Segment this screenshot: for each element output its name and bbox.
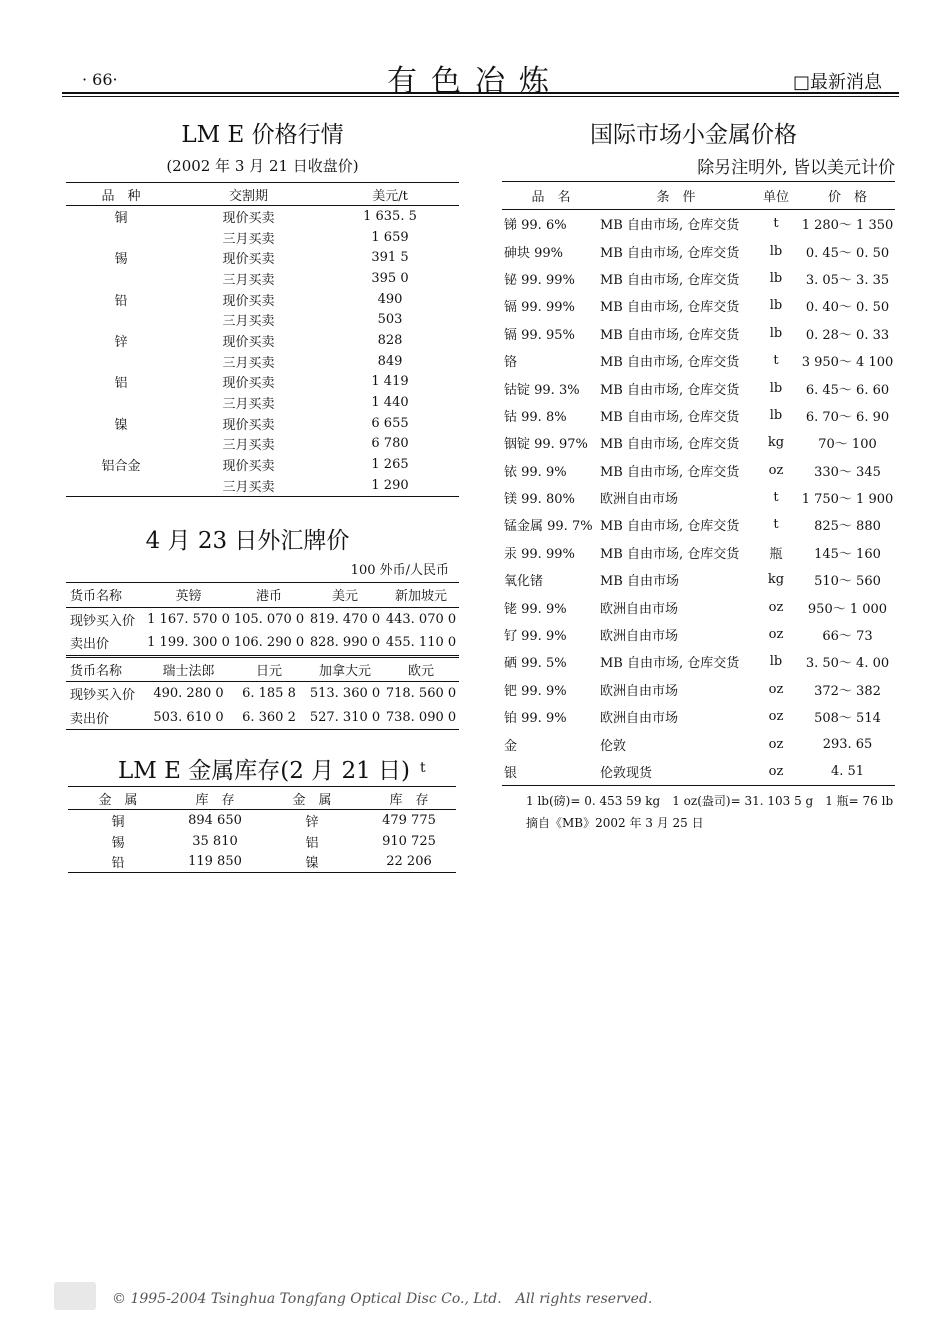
unit: 瓶 [769, 546, 783, 562]
period-cell: 现价买卖 [222, 210, 275, 226]
table-row [66, 454, 459, 475]
col-header: 金 属 [68, 787, 168, 810]
condition: MB 自由市场, 仓库交货 [600, 245, 740, 261]
unit: lb [769, 407, 783, 423]
fx-cell: 卖出价 [70, 637, 110, 653]
period-cell: 现价买卖 [222, 293, 275, 309]
fx-cell: 527. 310 0 [309, 709, 381, 725]
stock-cell: 119 850 [188, 854, 242, 870]
table-row [502, 484, 895, 511]
metal-name: 铑 99. 9% [504, 601, 567, 617]
price-cell: 6 655 [371, 415, 409, 431]
metal-cell: 锡 [114, 252, 128, 268]
table-row [66, 392, 459, 413]
metal-name: 钌 99. 9% [504, 629, 567, 645]
table-row [66, 289, 459, 310]
price-cell: 849 [377, 353, 403, 369]
stock-section [68, 752, 456, 873]
price: 293. 65 [822, 736, 873, 752]
table-row [502, 648, 895, 675]
condition: MB 自由市场, 仓库交货 [600, 300, 740, 316]
table-header [502, 182, 895, 210]
fx-cell: 105. 070 0 [233, 611, 305, 627]
table-row [502, 621, 895, 648]
condition: MB 自由市场, 仓库交货 [600, 272, 740, 288]
col-header: 货币名称 [70, 589, 123, 605]
col-header: 欧元 [407, 663, 434, 679]
table-row [502, 402, 895, 429]
col-header: 英镑 [175, 589, 202, 605]
price: 825～ 880 [814, 519, 881, 535]
stock-unit: t [420, 760, 426, 776]
unit: oz [768, 599, 784, 615]
table-row [66, 475, 459, 496]
unit: t [773, 353, 779, 369]
col-header: 日元 [255, 663, 282, 679]
stock-cell: 铅 [111, 856, 125, 872]
stock-cell: 910 725 [382, 833, 436, 849]
header-rule-thin [62, 96, 899, 97]
forex-section [66, 522, 459, 730]
condition: 欧洲自由市场 [600, 683, 679, 699]
metal-name: 金 [504, 738, 518, 754]
stock-cell: 22 206 [386, 854, 432, 870]
stock-cell: 镍 [305, 856, 319, 872]
col-header: 品 种 [66, 183, 176, 206]
table-row [66, 206, 459, 227]
col-header: 瑞士法郎 [162, 663, 215, 679]
unit: oz [768, 764, 784, 779]
metal-name: 镁 99. 80% [504, 492, 575, 508]
metal-name: 锑 99. 6% [504, 218, 567, 234]
stock-title: LM E 金属库存(2 月 21 日) [118, 758, 411, 784]
price-cell: 1 290 [371, 477, 409, 493]
copyright: © 1995-2004 Tsinghua Tongfang Optical Disc Co., Ltd. All rights reserved. [112, 1291, 653, 1307]
unit: t [773, 216, 779, 232]
table-header [68, 787, 456, 810]
unit: lb [769, 298, 783, 314]
metal-name: 钯 99. 9% [504, 683, 567, 699]
fx-cell: 现钞买入价 [70, 688, 136, 704]
stock-cell: 锡 [111, 835, 125, 851]
price: 70～ 100 [818, 437, 877, 453]
col-header: 条 件 [600, 182, 752, 210]
fx-cell: 503. 610 0 [153, 709, 224, 725]
table-row [502, 374, 895, 401]
fx-cell: 738. 090 0 [385, 709, 457, 725]
unit: oz [768, 681, 784, 697]
table-row [68, 810, 456, 831]
table-row [66, 330, 459, 351]
condition: MB 自由市场, 仓库交货 [600, 656, 740, 672]
unit: lb [769, 380, 783, 396]
col-header: 港币 [255, 589, 282, 605]
price: 3. 05～ 3. 35 [805, 272, 890, 288]
condition: 伦敦 [600, 738, 627, 754]
period-cell: 三月买卖 [222, 272, 275, 288]
price: 6. 70～ 6. 90 [805, 409, 890, 425]
fx-cell: 6. 185 8 [242, 686, 296, 702]
price: 510～ 560 [814, 574, 881, 590]
price-cell: 1 659 [371, 229, 409, 245]
price: 145～ 160 [814, 546, 881, 562]
period-cell: 三月买卖 [222, 479, 275, 495]
fx-cell: 455. 110 0 [385, 635, 457, 651]
metal-cell [66, 309, 176, 330]
table-row [66, 706, 459, 730]
fx-cell: 1 167. 570 0 [147, 611, 230, 627]
price: 6. 45～ 6. 60 [805, 382, 890, 398]
condition: 欧洲自由市场 [600, 492, 679, 508]
table-row [502, 320, 895, 347]
table-row [66, 268, 459, 289]
period-cell: 现价买卖 [222, 334, 275, 350]
price: 330～ 345 [814, 464, 881, 480]
publisher-logo [54, 1282, 96, 1310]
header-rule [62, 92, 899, 94]
metal-name: 氧化锗 [504, 574, 544, 590]
table-row [66, 434, 459, 455]
table-row [502, 429, 895, 456]
table-row [66, 309, 459, 330]
metal-cell [66, 475, 176, 496]
metal-name: 硒 99. 5% [504, 656, 567, 672]
unit: kg [767, 572, 785, 588]
price: 0. 28～ 0. 33 [805, 327, 890, 343]
col-header: 货币名称 [70, 663, 123, 679]
metal-cell: 铝 [114, 376, 128, 392]
metal-name: 钴 99. 8% [504, 409, 567, 425]
table-row [502, 758, 895, 786]
condition: MB 自由市场, 仓库交货 [600, 519, 740, 535]
price-cell: 1 419 [371, 374, 409, 390]
condition: MB 自由市场, 仓库交货 [600, 382, 740, 398]
metal-cell [66, 434, 176, 455]
col-header: 加拿大元 [318, 663, 371, 679]
unit: oz [768, 627, 784, 643]
table-row [502, 730, 895, 757]
table-row [502, 347, 895, 374]
unit: oz [768, 709, 784, 725]
table-row [502, 210, 895, 238]
table-header [66, 583, 459, 608]
fx-cell: 443. 070 0 [385, 611, 457, 627]
page-number: · 66· [82, 70, 118, 89]
stock-cell: 铜 [111, 814, 125, 830]
col-header: 单位 [752, 182, 800, 210]
period-cell: 三月买卖 [222, 355, 275, 371]
period-cell: 三月买卖 [222, 231, 275, 247]
price-cell: 391 5 [371, 250, 409, 266]
table-row [502, 703, 895, 730]
stock-cell: 894 650 [188, 812, 242, 828]
price-cell: 1 265 [371, 457, 409, 473]
lme-price-subtitle: (2002 年 3 月 21 日收盘价) [166, 157, 359, 175]
condition: 伦敦现货 [600, 766, 653, 781]
table-row [68, 831, 456, 852]
fx-cell: 718. 560 0 [385, 686, 457, 702]
col-header: 品 名 [502, 182, 600, 210]
fx-cell: 513. 360 0 [309, 686, 381, 702]
price: 3 950～ 4 100 [801, 355, 894, 371]
period-cell: 现价买卖 [222, 459, 275, 475]
condition: MB 自由市场, 仓库交货 [600, 437, 740, 453]
period-cell: 现价买卖 [222, 252, 275, 268]
price: 372～ 382 [814, 683, 881, 699]
intl-table [502, 181, 895, 786]
table-row [66, 413, 459, 434]
table-row [66, 682, 459, 706]
metal-name: 镉 99. 95% [504, 327, 575, 343]
fx-cell: 现钞买入价 [70, 613, 136, 629]
table-header [66, 656, 459, 682]
metal-name: 铟锭 99. 97% [504, 437, 588, 453]
col-header: 美元 [331, 589, 358, 605]
period-cell: 三月买卖 [222, 438, 275, 454]
intl-section [502, 116, 895, 831]
condition: MB 自由市场, 仓库交货 [600, 327, 740, 343]
metal-name: 汞 99. 99% [504, 546, 575, 562]
stock-cell: 锌 [305, 814, 319, 830]
col-header: 交割期 [176, 183, 321, 206]
col-header: 库 存 [168, 787, 262, 810]
fx-cell: 1 199. 300 0 [147, 635, 230, 651]
table-row [66, 372, 459, 393]
forex-table [66, 582, 459, 730]
metal-name: 银 [504, 766, 518, 781]
condition: MB 自由市场 [600, 574, 679, 590]
table-row [66, 227, 459, 248]
fx-cell: 106. 290 0 [233, 635, 305, 651]
metal-cell: 镍 [114, 417, 128, 433]
price-cell: 1 440 [371, 395, 409, 411]
period-cell: 现价买卖 [222, 417, 275, 433]
metal-cell: 铝合金 [101, 459, 141, 475]
fx-cell: 828. 990 0 [309, 635, 381, 651]
table-row [68, 851, 456, 872]
fx-cell: 819. 470 0 [309, 611, 381, 627]
stock-table [68, 786, 456, 873]
journal-title: 有色冶炼 [387, 64, 563, 99]
table-row [502, 265, 895, 292]
col-header: 美元/t [321, 183, 459, 206]
fx-cell: 6. 360 2 [242, 709, 296, 725]
price: 1 280～ 1 350 [801, 218, 894, 234]
unit: oz [768, 462, 784, 478]
metal-cell: 锌 [114, 334, 128, 350]
metal-name: 铋 99. 99% [504, 272, 575, 288]
condition: MB 自由市场, 仓库交货 [600, 218, 740, 234]
stock-cell: 铝 [305, 835, 319, 851]
unit: lb [769, 654, 783, 670]
metal-cell [66, 392, 176, 413]
metal-name: 镉 99. 99% [504, 300, 575, 316]
table-row [502, 237, 895, 264]
period-cell: 三月买卖 [222, 314, 275, 330]
unit: lb [769, 243, 783, 259]
metal-name: 锰金属 99. 7% [504, 519, 593, 535]
price-cell: 395 0 [371, 270, 409, 286]
metal-name: 钴锭 99. 3% [504, 382, 580, 398]
table-row [502, 511, 895, 538]
section-label: □最新消息 [792, 72, 882, 93]
metal-cell [66, 268, 176, 289]
forex-unit: 100 外币/人民币 [350, 563, 449, 578]
table-row [502, 566, 895, 593]
metal-cell [66, 227, 176, 248]
fx-cell: 卖出价 [70, 711, 110, 727]
unit-note: 1 lb(磅)= 0. 453 59 kg 1 oz(盎司)= 31. 103 5 g 1 瓶= 76 lb [526, 794, 894, 809]
stock-cell: 479 775 [382, 812, 436, 828]
col-header: 库 存 [362, 787, 456, 810]
price: 66～ 73 [822, 629, 873, 645]
col-header: 价 格 [800, 182, 895, 210]
unit: lb [769, 270, 783, 286]
lme-price-table [66, 182, 459, 497]
metal-name: 铂 99. 9% [504, 711, 567, 727]
price-cell: 828 [377, 332, 403, 348]
price: 950～ 1 000 [807, 601, 888, 617]
table-row [502, 676, 895, 703]
metal-name: 铬 [504, 355, 518, 371]
unit: t [773, 517, 779, 533]
price: 0. 40～ 0. 50 [805, 300, 890, 316]
col-header: 金 属 [262, 787, 362, 810]
metal-cell: 铅 [114, 293, 128, 309]
price: 508～ 514 [814, 711, 881, 727]
fx-cell: 490. 280 0 [153, 686, 224, 702]
metal-cell [66, 351, 176, 372]
price-cell: 490 [377, 291, 403, 307]
condition: MB 自由市场, 仓库交货 [600, 409, 740, 425]
condition: MB 自由市场, 仓库交货 [600, 546, 740, 562]
condition: MB 自由市场, 仓库交货 [600, 355, 740, 371]
price-cell: 503 [377, 312, 403, 328]
col-header: 新加坡元 [394, 589, 447, 605]
unit: kg [767, 435, 785, 451]
intl-subtitle: 除另注明外, 皆以美元计价 [697, 158, 895, 178]
table-row [502, 539, 895, 566]
table-row [66, 631, 459, 656]
condition: 欧洲自由市场 [600, 711, 679, 727]
price: 1 750～ 1 900 [801, 492, 894, 508]
table-row [66, 351, 459, 372]
price: 0. 45～ 0. 50 [805, 245, 890, 261]
condition: MB 自由市场, 仓库交货 [600, 464, 740, 480]
unit: t [773, 490, 779, 506]
metal-name: 砷块 99% [504, 245, 564, 261]
condition: 欧洲自由市场 [600, 629, 679, 645]
stock-cell: 35 810 [192, 833, 238, 849]
unit: lb [769, 325, 783, 341]
lme-price-title: LM E 价格行情 [181, 122, 344, 148]
table-row [502, 292, 895, 319]
price: 4. 51 [830, 764, 865, 779]
lme-price-section [66, 116, 459, 497]
source-note: 摘自《MB》2002 年 3 月 25 日 [526, 816, 704, 831]
period-cell: 现价买卖 [222, 376, 275, 392]
intl-title: 国际市场小金属价格 [590, 122, 797, 148]
metal-name: 铱 99. 9% [504, 464, 567, 480]
table-row [66, 607, 459, 631]
metal-cell: 铜 [114, 210, 128, 226]
table-row [502, 457, 895, 484]
period-cell: 三月买卖 [222, 397, 275, 413]
table-row [66, 247, 459, 268]
price: 3. 50～ 4. 00 [805, 656, 890, 672]
price-cell: 6 780 [371, 436, 409, 452]
price-cell: 1 635. 5 [363, 208, 417, 224]
unit: oz [768, 736, 784, 752]
condition: 欧洲自由市场 [600, 601, 679, 617]
table-row [502, 593, 895, 620]
forex-title: 4 月 23 日外汇牌价 [145, 528, 350, 554]
